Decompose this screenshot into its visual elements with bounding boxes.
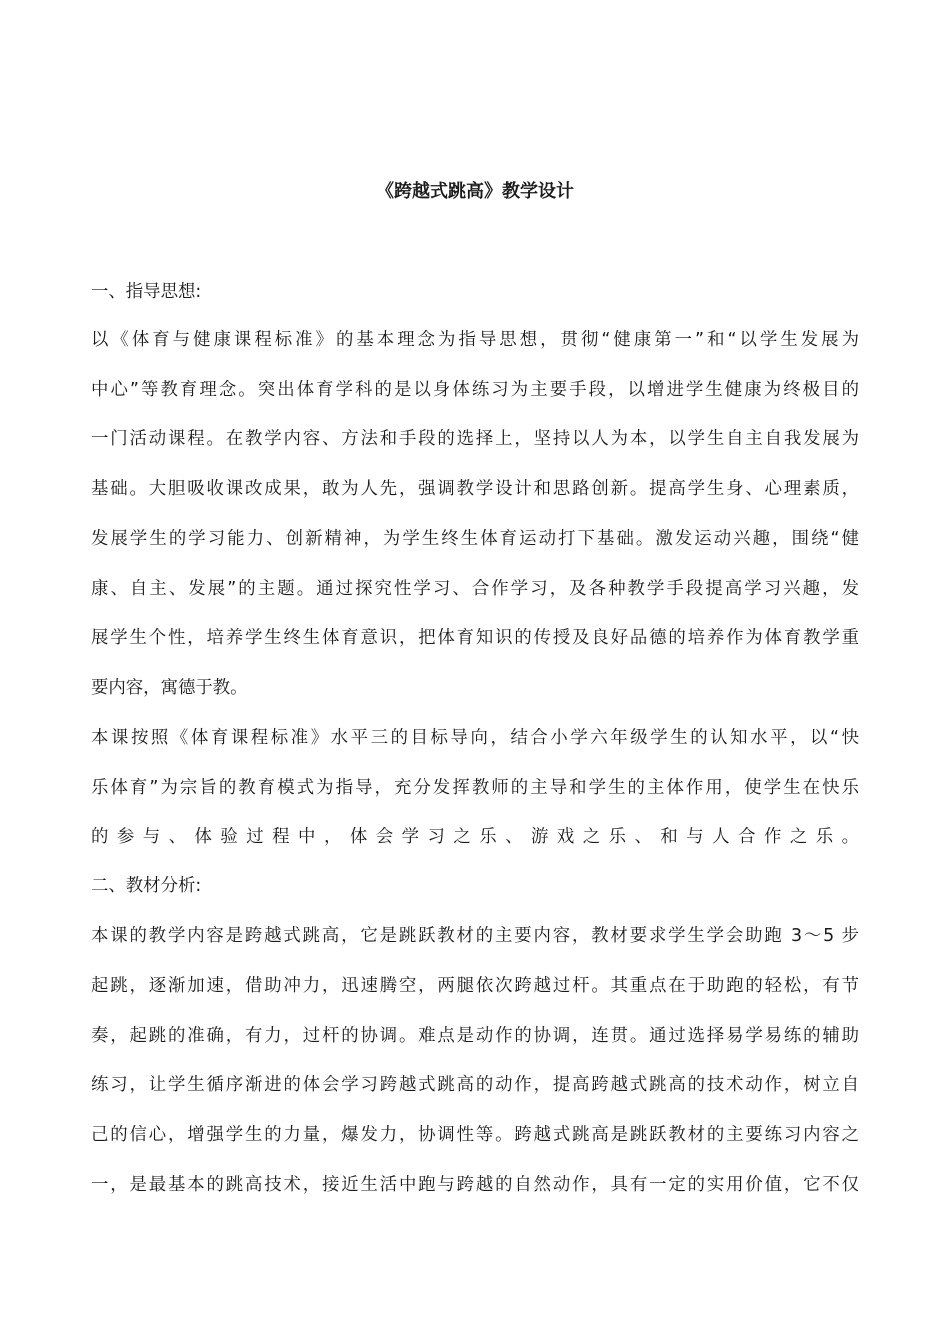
paragraph-line: 奏，起跳的准确，有力，过杆的协调。难点是动作的协调，连贯。通过选择易学易练的辅助 (91, 1026, 859, 1046)
section-heading-guiding-ideology: 一、指导思想: (91, 282, 202, 302)
paragraph-line: 己的信心，增强学生的力量，爆发力，协调性等。跨越式跳高是跳跃教材的主要练习内容之 (91, 1125, 859, 1145)
section-heading-textbook-analysis: 二、教材分析: (91, 876, 202, 896)
paragraph-line: 一门活动课程。在教学内容、方法和手段的选择上，坚持以人为本，以学生自主自我发展为 (91, 429, 859, 449)
paragraph-line: 展学生个性，培养学生终生体育意识，把体育知识的传授及良好品德的培养作为体育教学重 (91, 628, 859, 648)
paragraph-line: 以《体育与健康课程标准》的基本理念为指导思想，贯彻“健康第一”和“以学生发展为 (91, 330, 859, 350)
paragraph-line: 发展学生的学习能力、创新精神，为学生终生体育运动打下基础。激发运动兴趣，围绕“健 (91, 529, 859, 549)
paragraph-line: 要内容，寓德于教。 (91, 678, 248, 698)
paragraph-line: 起跳，逐渐加速，借助冲力，迅速腾空，两腿依次跨越过杆。其重点在于助跑的轻松，有节 (91, 976, 859, 996)
document-title: 《跨越式跳高》教学设计 (376, 181, 574, 202)
paragraph-line: 一，是最基本的跳高技术，接近生活中跑与跨越的自然动作，具有一定的实用价值，它不仅 (91, 1175, 859, 1195)
paragraph-line: 本课的教学内容是跨越式跳高，它是跳跃教材的主要内容，教材要求学生学会助跑 3～5 步 (91, 926, 859, 946)
paragraph-line: 乐体育”为宗旨的教育模式为指导，充分发挥教师的主导和学生的主体作用，使学生在快乐 (91, 778, 859, 798)
paragraph-line: 练习，让学生循序渐进的体会学习跨越式跳高的动作，提高跨越式跳高的技术动作，树立自 (91, 1075, 859, 1095)
paragraph-line: 康、自主、发展”的主题。通过探究性学习、合作学习，及各种教学手段提高学习兴趣，发 (91, 579, 859, 599)
paragraph-line: 本课按照《体育课程标准》水平三的目标导向，结合小学六年级学生的认知水平，以“快 (91, 728, 859, 748)
paragraph-line: 基础。大胆吸收课改成果，敢为人先，强调教学设计和思路创新。提高学生身、心理素质， (91, 479, 859, 499)
paragraph-line: 的参与、体验过程中，体会学习之乐、游戏之乐、和与人合作之乐。 (91, 827, 859, 847)
paragraph-line: 中心”等教育理念。突出体育学科的是以身体练习为主要手段，以增进学生健康为终极目的 (91, 380, 859, 400)
